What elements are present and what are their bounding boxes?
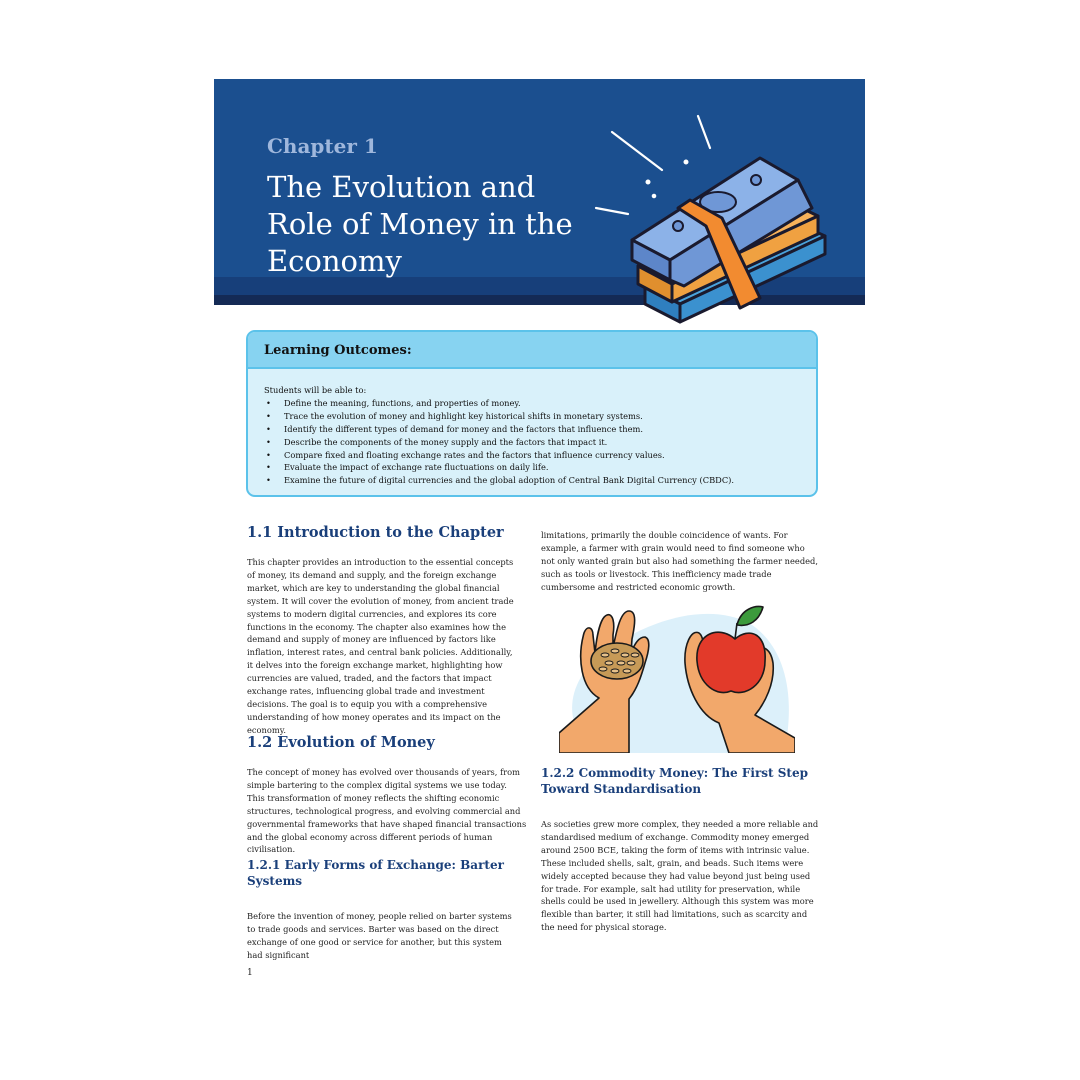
list-item: • Examine the future of digital currencies and the global adoption of Central Bank Digital Currency (CBDC). [264,474,816,487]
learning-outcomes-box [246,330,818,497]
paragraph-text: As societies grew more complex, they needed a more reliable and standardised medium of exchange. Commodity money emerged around 2500 BCE, taking the form of items with intrinsic value. These included shells, salt, grain, and beads. Such items were widely accepted because they had value beyond just being used for trade. For example, salt had utility for preservation, while shells could be used in jewellery. Although this system was more flexible than barter, it still had limitations, such as scarcity and the need for physical storage. [541,819,819,933]
list-item: • Describe the components of the money supply and the factors that impact it. [264,436,816,449]
learning-outcomes-intro: Students will be able to: [264,385,367,395]
learning-outcomes-list [264,397,816,487]
learning-outcomes-heading: Learning Outcomes: [264,343,412,358]
evolution-paragraph [247,766,527,856]
subsection-heading-commodity: 1.2.2 Commodity Money: The First Step Toward Standardisation [541,766,808,796]
chapter-title: The Evolution and Role of Money in the Economy [267,170,573,278]
section-heading-evolution: 1.2 Evolution of Money [247,734,435,751]
commodity-paragraph [541,818,823,934]
hands-grain-apple-illustration [559,603,795,753]
barter-paragraph-continued [541,529,821,594]
chapter-label: Chapter 1 [267,134,378,158]
paragraph-text: Before the invention of money, people relied on barter systems to trade goods and services. Barter was based on the direct exchange of one good or service for another, but this system had significant [247,911,512,960]
money-stack-illustration [590,108,840,328]
list-item: • Compare fixed and floating exchange rates and the factors that influence currency values. [264,449,816,462]
subsection-heading-barter: 1.2.1 Early Forms of Exchange: Barter Systems [247,858,504,888]
page-number: 1 [247,968,253,978]
paragraph-text: limitations, primarily the double coincidence of wants. For example, a farmer with grain would need to find someone who not only wanted grain but also had something the farmer needed, such as tools or livestock. This inefficiency made trade cumbersome and restricted economic growth. [541,530,819,592]
learning-outcomes-header [248,332,816,369]
list-item: • Define the meaning, functions, and properties of money. [264,397,816,410]
section-heading-introduction: 1.1 Introduction to the Chapter [247,524,504,541]
list-item: • Trace the evolution of money and highlight key historical shifts in monetary systems. [264,410,816,423]
introduction-paragraph [247,556,519,737]
list-item: • Identify the different types of demand for money and the factors that influence them. [264,423,816,436]
barter-paragraph [247,910,519,962]
list-item: • Evaluate the impact of exchange rate fluctuations on daily life. [264,461,816,474]
learning-outcomes-body [248,369,816,487]
paragraph-text: The concept of money has evolved over thousands of years, from simple bartering to the complex digital systems we use today. This transformation of money reflects the shifting economic structures, technological progress, and evolving commercial and governmental frameworks that have shaped financial transactions and the global economy across different periods of human civilisation. [247,767,527,855]
paragraph-text: This chapter provides an introduction to the essential concepts of money, its demand and supply, and the foreign exchange market, which are key to understanding the global financial system. It will cover the evolution of money, from ancient trade systems to modern digital currencies, and explores its core functions in the economy. The chapter also examines how the demand and supply of money are influenced by factors like inflation, interest rates, and central bank policies. Additionally, it delves into the foreign exchange market, highlighting how currencies are valued, traded, and the factors that impact exchange rates, influencing global trade and investment decisions. The goal is to equip you with a comprehensive understanding of how money operates and its impact on the economy. [247,557,514,735]
